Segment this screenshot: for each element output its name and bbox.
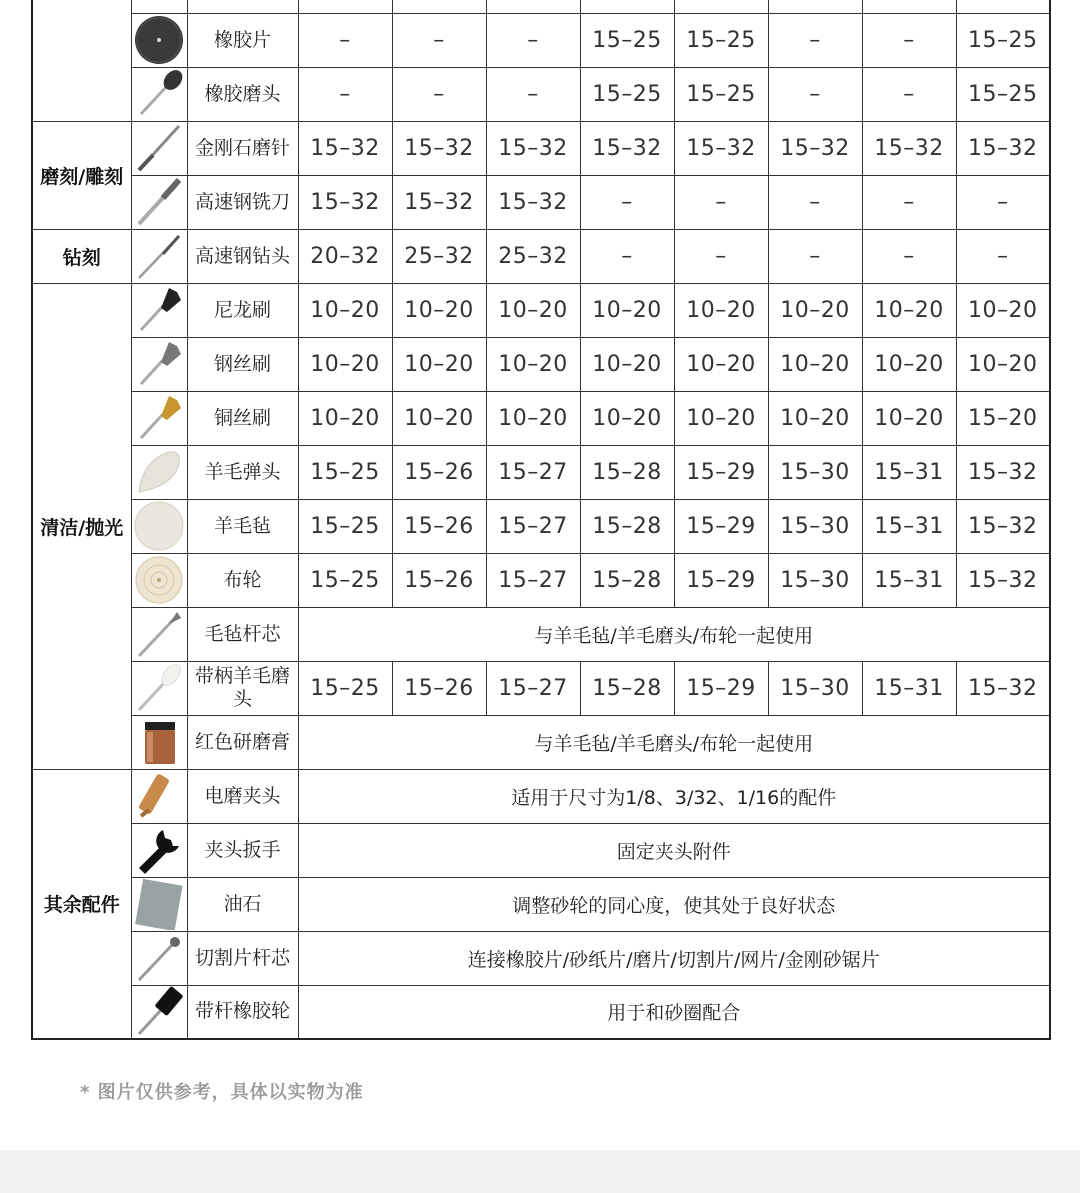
- speed-value: 15–28: [580, 445, 674, 499]
- speed-value: 15–25: [956, 67, 1050, 121]
- category-cell: 磨刻/雕刻: [32, 121, 131, 229]
- speed-value: 15–32: [956, 553, 1050, 607]
- speed-value: 10–20: [674, 283, 768, 337]
- table-row: [32, 337, 1050, 391]
- speed-value: 15–27: [486, 661, 580, 715]
- speed-value: 15–29: [674, 553, 768, 607]
- table-row: [32, 121, 1050, 175]
- speed-value: [862, 0, 956, 13]
- speed-value: 15–29: [674, 445, 768, 499]
- speed-value: –: [674, 175, 768, 229]
- speed-value: –: [862, 13, 956, 67]
- speed-value: –: [674, 229, 768, 283]
- speed-value: 15–31: [862, 499, 956, 553]
- accessory-name: 夹头扳手: [187, 823, 298, 877]
- table-row: [32, 13, 1050, 67]
- speed-value: 10–20: [862, 337, 956, 391]
- table-row: [32, 553, 1050, 607]
- table-row: [32, 0, 1050, 13]
- speed-value: –: [580, 229, 674, 283]
- accessory-name: 铜丝刷: [187, 391, 298, 445]
- table-row: [32, 877, 1050, 931]
- speed-value: 15–32: [392, 121, 486, 175]
- speed-value: 15–32: [392, 175, 486, 229]
- speed-value: 15–32: [298, 175, 392, 229]
- speed-value: 10–20: [768, 337, 862, 391]
- speed-value: –: [298, 67, 392, 121]
- speed-value: 15–32: [486, 175, 580, 229]
- speed-value: 15–20: [956, 391, 1050, 445]
- speed-value: 15–26: [392, 445, 486, 499]
- speed-value: 15–25: [580, 13, 674, 67]
- speed-value: –: [392, 13, 486, 67]
- accessory-name: 羊毛弹头: [187, 445, 298, 499]
- speed-value: 10–20: [674, 391, 768, 445]
- speed-value: 10–20: [392, 283, 486, 337]
- speed-value: –: [298, 13, 392, 67]
- felt-mandrel-icon: [131, 607, 187, 661]
- oil-stone-icon: [131, 877, 187, 931]
- speed-value: 15–25: [956, 13, 1050, 67]
- speed-value: –: [956, 175, 1050, 229]
- speed-value: 15–26: [392, 499, 486, 553]
- collet-icon: [131, 769, 187, 823]
- copper-brush-icon: [131, 391, 187, 445]
- speed-value: 15–32: [956, 499, 1050, 553]
- table-row: [32, 67, 1050, 121]
- accessory-name: 高速钢铣刀: [187, 175, 298, 229]
- table-row: [32, 715, 1050, 769]
- accessory-name: 尼龙刷: [187, 283, 298, 337]
- polish-paste-icon: [131, 715, 187, 769]
- speed-value: 10–20: [956, 283, 1050, 337]
- speed-value: [392, 0, 486, 13]
- speed-value: 15–25: [674, 67, 768, 121]
- speed-value: –: [580, 175, 674, 229]
- usage-note: 适用于尺寸为1/8、3/32、1/16的配件: [298, 769, 1050, 823]
- cloth-wheel-icon: [131, 553, 187, 607]
- category-cell: [32, 0, 131, 121]
- speed-value: 15–32: [956, 121, 1050, 175]
- speed-value: 15–29: [674, 499, 768, 553]
- table-body: [32, 0, 1050, 1039]
- speed-value: 15–32: [580, 121, 674, 175]
- speed-value: 15–25: [298, 553, 392, 607]
- speed-value: 15–32: [956, 661, 1050, 715]
- speed-value: –: [392, 67, 486, 121]
- accessory-name: 带柄羊毛磨头: [187, 661, 298, 715]
- speed-value: 15–25: [580, 67, 674, 121]
- footnote: * 图片仅供参考，具体以实物为准: [80, 1082, 364, 1103]
- usage-note: 与羊毛毡/羊毛磨头/布轮一起使用: [298, 715, 1050, 769]
- speed-value: 15–31: [862, 445, 956, 499]
- accessory-speed-table: [31, 0, 1051, 1040]
- speed-value: 15–27: [486, 553, 580, 607]
- speed-value: 25–32: [392, 229, 486, 283]
- accessory-name: 橡胶片: [187, 13, 298, 67]
- accessory-name: 布轮: [187, 553, 298, 607]
- rubber-bit-icon: [131, 67, 187, 121]
- speed-value: 15–32: [862, 121, 956, 175]
- speed-value: [486, 0, 580, 13]
- speed-value: 10–20: [768, 283, 862, 337]
- speed-value: –: [862, 175, 956, 229]
- speed-value: –: [768, 13, 862, 67]
- speed-value: 15–25: [674, 13, 768, 67]
- speed-value: 15–30: [768, 661, 862, 715]
- table-row: [32, 499, 1050, 553]
- speed-value: –: [768, 67, 862, 121]
- accessory-name: 带杆橡胶轮: [187, 985, 298, 1039]
- speed-value: 15–28: [580, 661, 674, 715]
- speed-value: 15–25: [298, 445, 392, 499]
- table-row: [32, 823, 1050, 877]
- table-row: [32, 661, 1050, 715]
- accessory-name: 电磨夹头: [187, 769, 298, 823]
- speed-value: 15–25: [298, 499, 392, 553]
- felt-bob-icon: [131, 445, 187, 499]
- speed-value: 10–20: [956, 337, 1050, 391]
- speed-value: 25–32: [486, 229, 580, 283]
- diamond-needle-icon: [131, 121, 187, 175]
- accessory-name: 钢丝刷: [187, 337, 298, 391]
- speed-value: 15–29: [674, 661, 768, 715]
- wire-brush-icon: [131, 337, 187, 391]
- speed-value: 10–20: [392, 337, 486, 391]
- speed-value: 20–32: [298, 229, 392, 283]
- table-row: [32, 283, 1050, 337]
- wrench-icon: [131, 823, 187, 877]
- speed-value: 10–20: [862, 283, 956, 337]
- usage-note: 与羊毛毡/羊毛磨头/布轮一起使用: [298, 607, 1050, 661]
- speed-value: 10–20: [674, 337, 768, 391]
- accessory-name: 红色研磨膏: [187, 715, 298, 769]
- table-row: [32, 175, 1050, 229]
- category-cell: 钻刻: [32, 229, 131, 283]
- felt-wheel-icon: [131, 499, 187, 553]
- speed-value: 15–31: [862, 661, 956, 715]
- speed-value: 15–32: [486, 121, 580, 175]
- speed-value: [674, 0, 768, 13]
- speed-value: 10–20: [298, 391, 392, 445]
- speed-value: 15–32: [298, 121, 392, 175]
- speed-value: 10–20: [486, 391, 580, 445]
- speed-value: 15–32: [674, 121, 768, 175]
- category-cell: 清洁/抛光: [32, 283, 131, 769]
- speed-value: 10–20: [580, 337, 674, 391]
- speed-value: –: [862, 67, 956, 121]
- usage-note: 固定夹头附件: [298, 823, 1050, 877]
- speed-value: [956, 0, 1050, 13]
- speed-value: [580, 0, 674, 13]
- speed-value: –: [486, 13, 580, 67]
- table-row: [32, 391, 1050, 445]
- speed-value: 15–25: [298, 661, 392, 715]
- speed-value: 15–28: [580, 499, 674, 553]
- accessory-name: 橡胶磨头: [187, 67, 298, 121]
- category-cell: 其余配件: [32, 769, 131, 1039]
- rubber-disc-icon: [131, 13, 187, 67]
- accessory-name: 金刚石磨针: [187, 121, 298, 175]
- accessory-name: 毛毡杆芯: [187, 607, 298, 661]
- speed-value: 15–26: [392, 661, 486, 715]
- speed-value: 15–32: [956, 445, 1050, 499]
- cutoff-mandrel-icon: [131, 931, 187, 985]
- table-row: [32, 229, 1050, 283]
- speed-value: 10–20: [862, 391, 956, 445]
- accessory-name: [187, 0, 298, 13]
- speed-value: 15–27: [486, 445, 580, 499]
- accessory-name: 羊毛毡: [187, 499, 298, 553]
- speed-value: 10–20: [580, 283, 674, 337]
- speed-value: 10–20: [768, 391, 862, 445]
- speed-value: 10–20: [486, 283, 580, 337]
- speed-value: 10–20: [298, 283, 392, 337]
- speed-value: –: [768, 175, 862, 229]
- accessory-name: 高速钢钻头: [187, 229, 298, 283]
- speed-value: 15–31: [862, 553, 956, 607]
- table-row: [32, 445, 1050, 499]
- speed-value: –: [768, 229, 862, 283]
- table-row: [32, 607, 1050, 661]
- speed-value: –: [486, 67, 580, 121]
- nylon-brush-icon: [131, 283, 187, 337]
- speed-value: [298, 0, 392, 13]
- accessory-name: 切割片杆芯: [187, 931, 298, 985]
- speed-value: 15–27: [486, 499, 580, 553]
- speed-value: 15–30: [768, 499, 862, 553]
- grinding-head-icon: [131, 0, 187, 13]
- usage-note: 用于和砂圈配合: [298, 985, 1050, 1039]
- speed-value: 10–20: [486, 337, 580, 391]
- speed-value: 10–20: [298, 337, 392, 391]
- usage-note: 调整砂轮的同心度，使其处于良好状态: [298, 877, 1050, 931]
- drum-mandrel-icon: [131, 985, 187, 1039]
- steel-cutter-icon: [131, 175, 187, 229]
- speed-value: 15–26: [392, 553, 486, 607]
- drill-bit-icon: [131, 229, 187, 283]
- speed-value: 15–32: [768, 121, 862, 175]
- table-row: [32, 985, 1050, 1039]
- accessory-name: 油石: [187, 877, 298, 931]
- table-row: [32, 931, 1050, 985]
- speed-value: 15–30: [768, 445, 862, 499]
- speed-value: 10–20: [580, 391, 674, 445]
- usage-note: 连接橡胶片/砂纸片/磨片/切割片/网片/金刚砂锯片: [298, 931, 1050, 985]
- speed-value: 10–20: [392, 391, 486, 445]
- felt-tip-icon: [131, 661, 187, 715]
- table-row: [32, 769, 1050, 823]
- speed-value: 15–30: [768, 553, 862, 607]
- speed-value: 15–28: [580, 553, 674, 607]
- speed-value: [768, 0, 862, 13]
- speed-value: –: [862, 229, 956, 283]
- speed-value: –: [956, 229, 1050, 283]
- bottom-bar: [0, 1150, 1080, 1193]
